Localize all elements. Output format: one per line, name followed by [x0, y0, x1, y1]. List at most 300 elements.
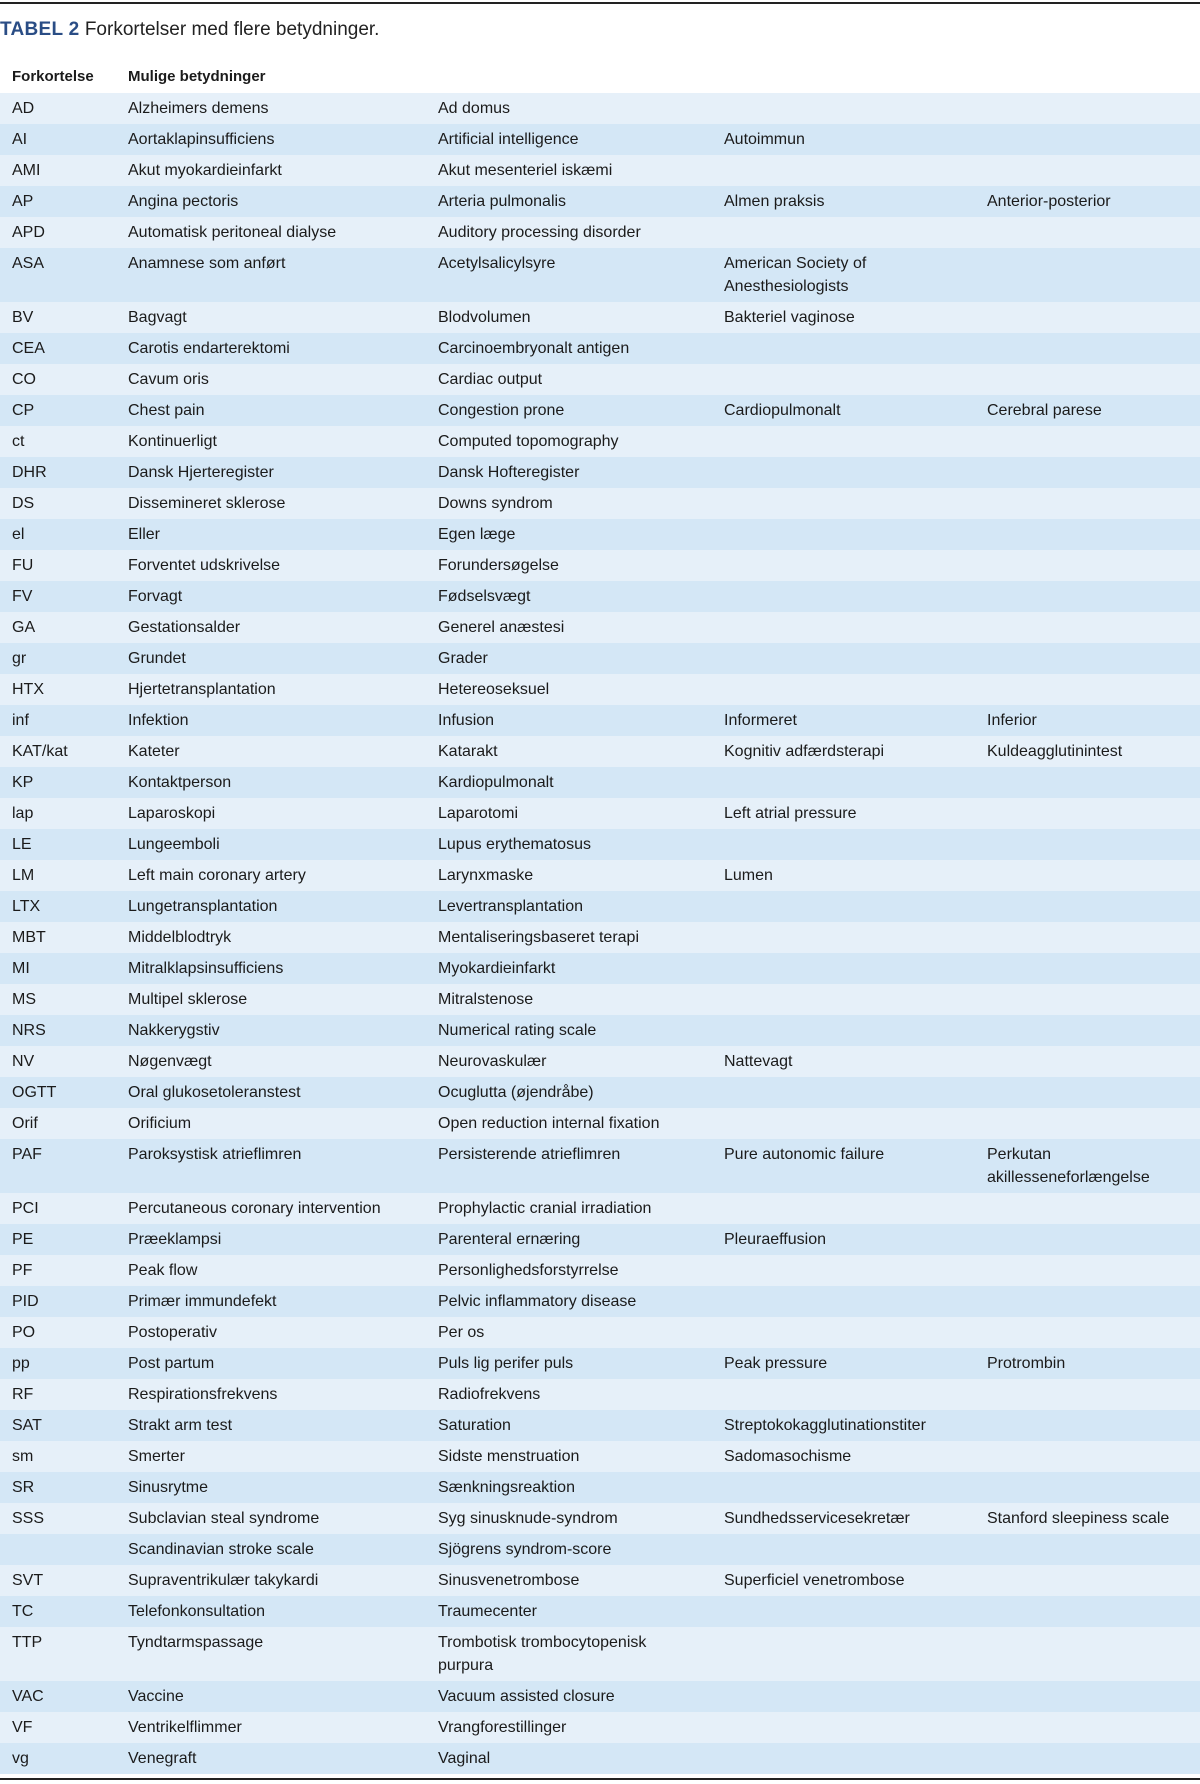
meaning-cell: Levertransplantation: [426, 891, 712, 922]
table-row: [0, 1441, 1200, 1472]
abbreviation-cell: PF: [0, 1255, 116, 1286]
meaning-cell: Forvagt: [116, 581, 426, 612]
meaning-cell: Generel anæstesi: [426, 612, 712, 643]
abbreviation-cell: MBT: [0, 922, 116, 953]
abbreviation-cell: SVT: [0, 1565, 116, 1596]
meaning-cell: [975, 1441, 1200, 1472]
meaning-cell: [712, 1108, 975, 1139]
meaning-cell: Downs syndrom: [426, 488, 712, 519]
table-row: [0, 550, 1200, 581]
meaning-cell: Bagvagt: [116, 302, 426, 333]
table-row: [0, 1046, 1200, 1077]
meaning-cell: Numerical rating scale: [426, 1015, 712, 1046]
table-row: [0, 217, 1200, 248]
meaning-cell: Laparotomi: [426, 798, 712, 829]
table-row: [0, 798, 1200, 829]
meaning-cell: [712, 217, 975, 248]
header-meanings: Mulige betydninger: [116, 58, 1200, 93]
meaning-cell: Mitralklapsinsufficiens: [116, 953, 426, 984]
header-abbreviation: Forkortelse: [0, 58, 116, 93]
meaning-cell: Eller: [116, 519, 426, 550]
abbreviation-cell: PE: [0, 1224, 116, 1255]
meaning-cell: [712, 364, 975, 395]
meaning-cell: [975, 1472, 1200, 1503]
meaning-cell: [975, 1077, 1200, 1108]
meaning-cell: Telefonkonsultation: [116, 1596, 426, 1627]
meaning-cell: Multipel sklerose: [116, 984, 426, 1015]
meaning-cell: [712, 1627, 975, 1681]
meaning-cell: Kontaktperson: [116, 767, 426, 798]
abbreviation-cell: BV: [0, 302, 116, 333]
meaning-cell: [975, 1743, 1200, 1774]
abbreviation-cell: lap: [0, 798, 116, 829]
meaning-cell: Postoperativ: [116, 1317, 426, 1348]
meaning-cell: Blodvolumen: [426, 302, 712, 333]
table-row: [0, 1596, 1200, 1627]
meaning-cell: Inferior: [975, 705, 1200, 736]
meaning-cell: [975, 1255, 1200, 1286]
table-number: TABEL 2: [0, 19, 80, 40]
meaning-cell: Mentaliseringsbaseret terapi: [426, 922, 712, 953]
meaning-cell: Oral glukosetoleranstest: [116, 1077, 426, 1108]
meaning-cell: [975, 333, 1200, 364]
meaning-cell: Left atrial pressure: [712, 798, 975, 829]
meaning-cell: [712, 1596, 975, 1627]
table-row: [0, 612, 1200, 643]
meaning-cell: Ocuglutta (øjendråbe): [426, 1077, 712, 1108]
meaning-cell: [712, 519, 975, 550]
meaning-cell: Carotis endarterektomi: [116, 333, 426, 364]
table-title: Forkortelser med flere betydninger.: [84, 19, 380, 40]
table-row: [0, 1681, 1200, 1712]
table-row: [0, 519, 1200, 550]
meaning-cell: Artificial intelligence: [426, 124, 712, 155]
meaning-cell: [712, 1193, 975, 1224]
meaning-cell: Traumecenter: [426, 1596, 712, 1627]
meaning-cell: [712, 643, 975, 674]
meaning-cell: Venegraft: [116, 1743, 426, 1774]
meaning-cell: American Society of Anesthesiologists: [712, 248, 975, 302]
abbreviation-cell: vg: [0, 1743, 116, 1774]
meaning-cell: Mitralstenose: [426, 984, 712, 1015]
meaning-cell: Lumen: [712, 860, 975, 891]
meaning-cell: [975, 860, 1200, 891]
abbreviation-cell: gr: [0, 643, 116, 674]
abbreviation-cell: DS: [0, 488, 116, 519]
meaning-cell: Strakt arm test: [116, 1410, 426, 1441]
abbreviation-cell: CO: [0, 364, 116, 395]
table-row: [0, 953, 1200, 984]
meaning-cell: Alzheimers demens: [116, 93, 426, 124]
meaning-cell: [975, 1627, 1200, 1681]
abbreviation-cell: FU: [0, 550, 116, 581]
meaning-cell: Cardiac output: [426, 364, 712, 395]
abbreviation-cell: AMI: [0, 155, 116, 186]
table-row: [0, 364, 1200, 395]
meaning-cell: [975, 1108, 1200, 1139]
meaning-cell: Paroksystisk atrieflimren: [116, 1139, 426, 1193]
meaning-cell: Subclavian steal syndrome: [116, 1503, 426, 1534]
table-row: [0, 248, 1200, 302]
meaning-cell: [975, 1286, 1200, 1317]
meaning-cell: Anterior-posterior: [975, 186, 1200, 217]
table-row: [0, 1534, 1200, 1565]
meaning-cell: Hetereoseksuel: [426, 674, 712, 705]
meaning-cell: Akut mesenteriel iskæmi: [426, 155, 712, 186]
meaning-cell: [975, 124, 1200, 155]
meaning-cell: [975, 612, 1200, 643]
meaning-cell: Pleuraeffusion: [712, 1224, 975, 1255]
abbreviation-cell: ct: [0, 426, 116, 457]
meaning-cell: Larynxmaske: [426, 860, 712, 891]
meaning-cell: Dansk Hjerteregister: [116, 457, 426, 488]
meaning-cell: [712, 674, 975, 705]
meaning-cell: Sidste menstruation: [426, 1441, 712, 1472]
abbreviation-cell: SAT: [0, 1410, 116, 1441]
meaning-cell: Infektion: [116, 705, 426, 736]
meaning-cell: Congestion prone: [426, 395, 712, 426]
meaning-cell: [712, 984, 975, 1015]
meaning-cell: Chest pain: [116, 395, 426, 426]
table-caption: [0, 18, 379, 42]
meaning-cell: Orificium: [116, 1108, 426, 1139]
meaning-cell: Anamnese som anført: [116, 248, 426, 302]
meaning-cell: Autoimmun: [712, 124, 975, 155]
meaning-cell: Almen praksis: [712, 186, 975, 217]
abbreviation-cell: SR: [0, 1472, 116, 1503]
meaning-cell: Ad domus: [426, 93, 712, 124]
meaning-cell: Smerter: [116, 1441, 426, 1472]
meaning-cell: [975, 829, 1200, 860]
meaning-cell: Persisterende atrieflimren: [426, 1139, 712, 1193]
abbreviation-cell: FV: [0, 581, 116, 612]
abbreviation-cell: inf: [0, 705, 116, 736]
meaning-cell: Sjögrens syndrom-score: [426, 1534, 712, 1565]
table-row: [0, 302, 1200, 333]
meaning-cell: [975, 1379, 1200, 1410]
abbreviation-cell: MI: [0, 953, 116, 984]
meaning-cell: Trombotisk trombocytopenisk purpura: [426, 1627, 712, 1681]
meaning-cell: Laparoskopi: [116, 798, 426, 829]
meaning-cell: [975, 1193, 1200, 1224]
abbreviation-cell: LTX: [0, 891, 116, 922]
abbreviation-cell: SSS: [0, 1503, 116, 1534]
abbreviation-cell: PAF: [0, 1139, 116, 1193]
abbreviation-cell: PID: [0, 1286, 116, 1317]
meaning-cell: [975, 1224, 1200, 1255]
meaning-cell: [712, 457, 975, 488]
meaning-cell: [712, 1255, 975, 1286]
meaning-cell: [975, 1046, 1200, 1077]
meaning-cell: [975, 767, 1200, 798]
meaning-cell: [712, 829, 975, 860]
meaning-cell: Peak flow: [116, 1255, 426, 1286]
table-row: [0, 395, 1200, 426]
meaning-cell: [712, 581, 975, 612]
abbreviations-table: [0, 58, 1200, 1774]
meaning-cell: Katarakt: [426, 736, 712, 767]
meaning-cell: [975, 426, 1200, 457]
meaning-cell: [712, 1743, 975, 1774]
meaning-cell: Forventet udskrivelse: [116, 550, 426, 581]
abbreviation-cell: NRS: [0, 1015, 116, 1046]
abbreviation-cell: DHR: [0, 457, 116, 488]
abbreviation-cell: APD: [0, 217, 116, 248]
meaning-cell: Sundhedsservicesekretær: [712, 1503, 975, 1534]
table-row: [0, 124, 1200, 155]
meaning-cell: [712, 922, 975, 953]
meaning-cell: [712, 1379, 975, 1410]
meaning-cell: Streptokokagglutinationstiter: [712, 1410, 975, 1441]
meaning-cell: [975, 1410, 1200, 1441]
table-row: [0, 488, 1200, 519]
meaning-cell: Parenteral ernæring: [426, 1224, 712, 1255]
abbreviation-cell: VAC: [0, 1681, 116, 1712]
table-row: [0, 1255, 1200, 1286]
meaning-cell: Informeret: [712, 705, 975, 736]
meaning-cell: Nattevagt: [712, 1046, 975, 1077]
meaning-cell: [975, 1565, 1200, 1596]
meaning-cell: Sinusrytme: [116, 1472, 426, 1503]
table-row: [0, 1286, 1200, 1317]
table-row: [0, 984, 1200, 1015]
meaning-cell: Forundersøgelse: [426, 550, 712, 581]
meaning-cell: Saturation: [426, 1410, 712, 1441]
meaning-cell: [975, 581, 1200, 612]
meaning-cell: Sænkningsreaktion: [426, 1472, 712, 1503]
meaning-cell: Perkutan akillesseneforlængelse: [975, 1139, 1200, 1193]
meaning-cell: Respirationsfrekvens: [116, 1379, 426, 1410]
abbreviation-cell: NV: [0, 1046, 116, 1077]
meaning-cell: Lungetransplantation: [116, 891, 426, 922]
meaning-cell: [712, 488, 975, 519]
meaning-cell: Kardiopulmonalt: [426, 767, 712, 798]
header-row: [0, 58, 1200, 93]
abbreviation-cell: ASA: [0, 248, 116, 302]
meaning-cell: Primær immundefekt: [116, 1286, 426, 1317]
meaning-cell: [975, 1681, 1200, 1712]
table-row: [0, 93, 1200, 124]
abbreviation-cell: OGTT: [0, 1077, 116, 1108]
table-row: [0, 1139, 1200, 1193]
meaning-cell: Stanford sleepiness scale: [975, 1503, 1200, 1534]
meaning-cell: Grader: [426, 643, 712, 674]
meaning-cell: [712, 333, 975, 364]
meaning-cell: Post partum: [116, 1348, 426, 1379]
meaning-cell: Kognitiv adfærdsterapi: [712, 736, 975, 767]
abbreviation-cell: RF: [0, 1379, 116, 1410]
table-row: [0, 1108, 1200, 1139]
meaning-cell: Percutaneous coronary intervention: [116, 1193, 426, 1224]
meaning-cell: [712, 767, 975, 798]
meaning-cell: Fødselsvægt: [426, 581, 712, 612]
meaning-cell: [975, 953, 1200, 984]
table-row: [0, 1712, 1200, 1743]
meaning-cell: Left main coronary artery: [116, 860, 426, 891]
table-row: [0, 426, 1200, 457]
meaning-cell: Auditory processing disorder: [426, 217, 712, 248]
meaning-cell: [975, 519, 1200, 550]
meaning-cell: Prophylactic cranial irradiation: [426, 1193, 712, 1224]
meaning-cell: [712, 426, 975, 457]
meaning-cell: [975, 364, 1200, 395]
meaning-cell: Ventrikelflimmer: [116, 1712, 426, 1743]
meaning-cell: [975, 891, 1200, 922]
table-row: [0, 1743, 1200, 1774]
meaning-cell: Lupus erythematosus: [426, 829, 712, 860]
abbreviation-cell: MS: [0, 984, 116, 1015]
meaning-cell: [712, 612, 975, 643]
meaning-cell: [712, 1077, 975, 1108]
table-row: [0, 1503, 1200, 1534]
meaning-cell: [975, 217, 1200, 248]
meaning-cell: Syg sinusknude-syndrom: [426, 1503, 712, 1534]
meaning-cell: Akut myokardieinfarkt: [116, 155, 426, 186]
top-rule: [0, 2, 1200, 4]
meaning-cell: [975, 457, 1200, 488]
meaning-cell: Sinusvenetrombose: [426, 1565, 712, 1596]
table-row: [0, 674, 1200, 705]
abbreviation-cell: sm: [0, 1441, 116, 1472]
meaning-cell: [712, 1015, 975, 1046]
meaning-cell: Myokardieinfarkt: [426, 953, 712, 984]
table-row: [0, 1565, 1200, 1596]
meaning-cell: Open reduction internal fixation: [426, 1108, 712, 1139]
table-row: [0, 891, 1200, 922]
abbreviation-cell: KAT/kat: [0, 736, 116, 767]
meaning-cell: [975, 798, 1200, 829]
meaning-cell: Vaginal: [426, 1743, 712, 1774]
meaning-cell: [712, 1286, 975, 1317]
abbreviation-cell: CP: [0, 395, 116, 426]
meaning-cell: [712, 1317, 975, 1348]
table-row: [0, 1224, 1200, 1255]
abbreviation-cell: AP: [0, 186, 116, 217]
table-row: [0, 186, 1200, 217]
abbreviation-cell: [0, 1534, 116, 1565]
meaning-cell: Kontinuerligt: [116, 426, 426, 457]
meaning-cell: Gestationsalder: [116, 612, 426, 643]
meaning-cell: Vaccine: [116, 1681, 426, 1712]
abbreviation-cell: HTX: [0, 674, 116, 705]
meaning-cell: Vacuum assisted closure: [426, 1681, 712, 1712]
meaning-cell: [975, 922, 1200, 953]
meaning-cell: Cavum oris: [116, 364, 426, 395]
meaning-cell: Automatisk peritoneal dialyse: [116, 217, 426, 248]
table-row: [0, 1627, 1200, 1681]
meaning-cell: Kateter: [116, 736, 426, 767]
table-row: [0, 705, 1200, 736]
meaning-cell: Aortaklapinsufficiens: [116, 124, 426, 155]
meaning-cell: Dissemineret sklerose: [116, 488, 426, 519]
meaning-cell: Computed topomography: [426, 426, 712, 457]
meaning-cell: Pelvic inflammatory disease: [426, 1286, 712, 1317]
meaning-cell: [975, 248, 1200, 302]
meaning-cell: Supraventrikulær takykardi: [116, 1565, 426, 1596]
table-row: [0, 829, 1200, 860]
meaning-cell: Infusion: [426, 705, 712, 736]
table-row: [0, 860, 1200, 891]
meaning-cell: Middelblodtryk: [116, 922, 426, 953]
meaning-cell: Acetylsalicylsyre: [426, 248, 712, 302]
table-row: [0, 767, 1200, 798]
meaning-cell: Neurovaskulær: [426, 1046, 712, 1077]
abbreviation-cell: GA: [0, 612, 116, 643]
meaning-cell: [712, 953, 975, 984]
table-row: [0, 1379, 1200, 1410]
meaning-cell: [712, 155, 975, 186]
meaning-cell: Nakkerygstiv: [116, 1015, 426, 1046]
abbreviation-cell: el: [0, 519, 116, 550]
table-row: [0, 736, 1200, 767]
meaning-cell: Præeklampsi: [116, 1224, 426, 1255]
abbreviation-cell: KP: [0, 767, 116, 798]
meaning-cell: [712, 1681, 975, 1712]
abbreviation-cell: LE: [0, 829, 116, 860]
meaning-cell: Puls lig perifer puls: [426, 1348, 712, 1379]
abbreviation-cell: AI: [0, 124, 116, 155]
meaning-cell: Kuldeagglutinintest: [975, 736, 1200, 767]
meaning-cell: Vrangforestillinger: [426, 1712, 712, 1743]
meaning-cell: [975, 674, 1200, 705]
meaning-cell: Tyndtarmspassage: [116, 1627, 426, 1681]
table-row: [0, 1015, 1200, 1046]
meaning-cell: [712, 550, 975, 581]
meaning-cell: [975, 1317, 1200, 1348]
table-row: [0, 1472, 1200, 1503]
meaning-cell: [975, 155, 1200, 186]
meaning-cell: Lungeemboli: [116, 829, 426, 860]
meaning-cell: [975, 550, 1200, 581]
meaning-cell: [712, 891, 975, 922]
meaning-cell: [975, 1712, 1200, 1743]
meaning-cell: Scandinavian stroke scale: [116, 1534, 426, 1565]
meaning-cell: Arteria pulmonalis: [426, 186, 712, 217]
table-row: [0, 457, 1200, 488]
table-row: [0, 1410, 1200, 1441]
meaning-cell: Cardiopulmonalt: [712, 395, 975, 426]
table-row: [0, 1193, 1200, 1224]
meaning-cell: Pure autonomic failure: [712, 1139, 975, 1193]
meaning-cell: Personlighedsforstyrrelse: [426, 1255, 712, 1286]
meaning-cell: [975, 984, 1200, 1015]
meaning-cell: Grundet: [116, 643, 426, 674]
table-row: [0, 1077, 1200, 1108]
abbreviation-cell: LM: [0, 860, 116, 891]
meaning-cell: [712, 1534, 975, 1565]
meaning-cell: Peak pressure: [712, 1348, 975, 1379]
meaning-cell: [975, 302, 1200, 333]
meaning-cell: [975, 488, 1200, 519]
meaning-cell: [975, 643, 1200, 674]
meaning-cell: Angina pectoris: [116, 186, 426, 217]
abbreviation-cell: AD: [0, 93, 116, 124]
meaning-cell: Nøgenvægt: [116, 1046, 426, 1077]
abbreviation-cell: PO: [0, 1317, 116, 1348]
meaning-cell: [975, 1534, 1200, 1565]
abbreviation-cell: CEA: [0, 333, 116, 364]
meaning-cell: Per os: [426, 1317, 712, 1348]
meaning-cell: [712, 1712, 975, 1743]
table-row: [0, 1317, 1200, 1348]
abbreviation-cell: Orif: [0, 1108, 116, 1139]
abbreviation-cell: pp: [0, 1348, 116, 1379]
meaning-cell: Bakteriel vaginose: [712, 302, 975, 333]
meaning-cell: Hjertetransplantation: [116, 674, 426, 705]
meaning-cell: [975, 1015, 1200, 1046]
abbreviation-cell: TC: [0, 1596, 116, 1627]
table-row: [0, 643, 1200, 674]
